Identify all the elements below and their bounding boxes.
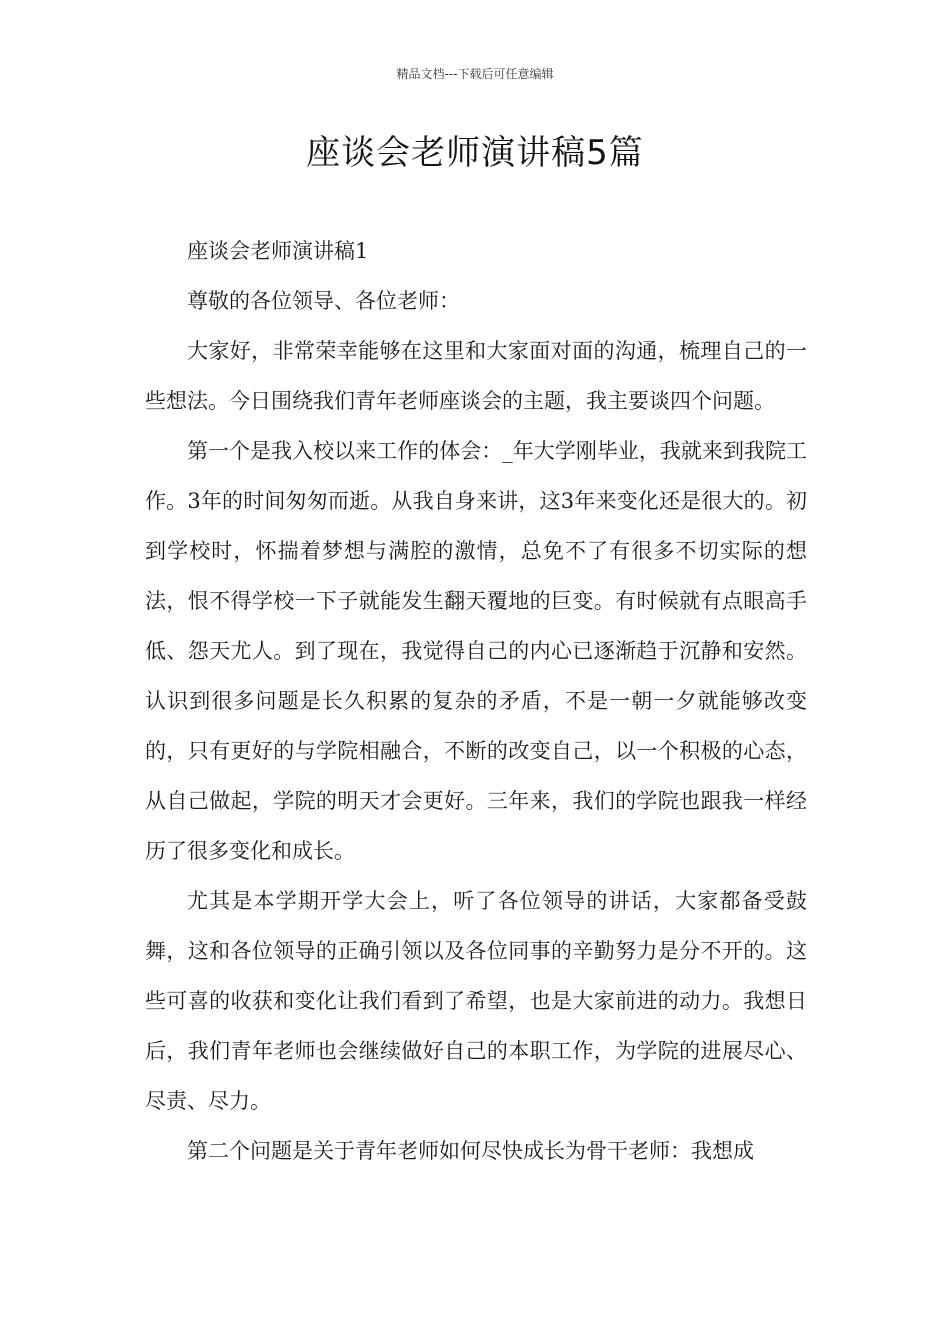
section-heading: 座谈会老师演讲稿1: [187, 239, 369, 263]
page-header: 精品文档---下载后可任意编辑: [396, 67, 554, 81]
paragraph: 第二个问题是关于青年老师如何尽快成长为骨干老师：我想成: [187, 1139, 754, 1163]
paragraph: 尤其是本学期开学大会上，听了各位领导的讲话，大家都备受鼓舞，这和各位领导的正确引领以及各位同事的辛勤努力是分不开的。这些可喜的收获和变化让我们看到了希望，也是大家前进的动力。我想日后，我们青年老师也会继续做好自己的本职工作，为学院的进展尽心、尽责、尽力。: [145, 889, 807, 1113]
document-title: 座谈会老师演讲稿5篇: [306, 133, 644, 173]
paragraph: 第一个是我入校以来工作的体会：_年大学刚毕业，我就来到我院工作。3年的时间匆匆而逝。从我自身来讲，这3年来变化还是很大的。初到学校时，怀揣着梦想与满腔的激情，总免不了有很多不切实际的想法，恨不得学校一下子就能发生翻天覆地的巨变。有时候就有点眼高手低、怨天尤人。到了现在，我觉得自己的内心已逐渐趋于沉静和安然。认识到很多问题是长久积累的复杂的矛盾，不是一朝一夕就能够改变的，只有更好的与学院相融合，不断的改变自己，以一个积极的心态，从自己做起，学院的明天才会更好。三年来，我们的学院也跟我一样经历了很多变化和成长。: [145, 439, 807, 863]
paragraph: 大家好，非常荣幸能够在这里和大家面对面的沟通，梳理自己的一些想法。今日围绕我们青年老师座谈会的主题，我主要谈四个问题。: [145, 339, 807, 413]
document-body: [145, 226, 807, 1176]
salutation: 尊敬的各位领导、各位老师：: [187, 289, 460, 313]
